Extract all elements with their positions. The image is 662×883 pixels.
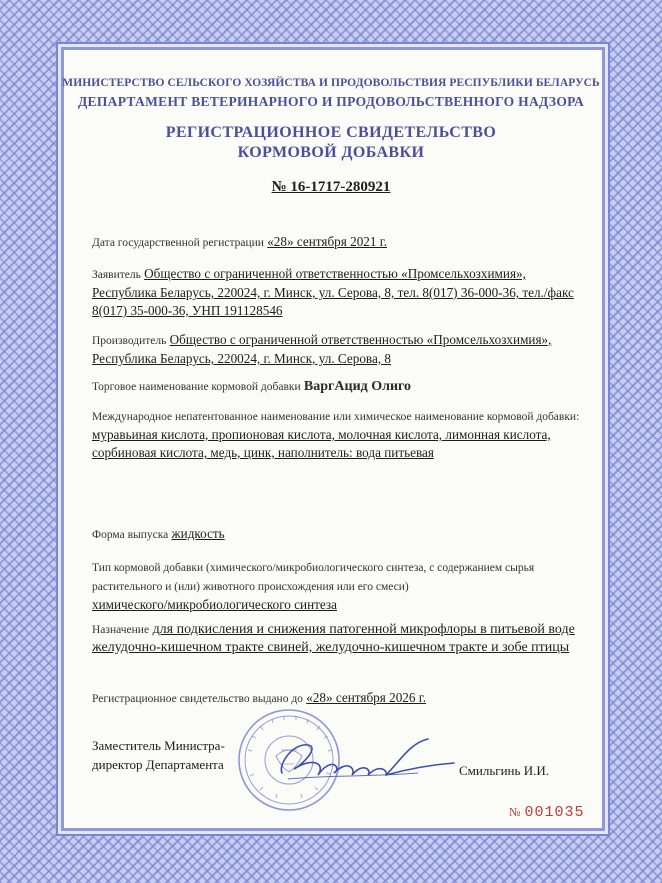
chemical-name-label: Международное непатентованное наименование или химическое наименование кормовой добавки: xyxy=(92,411,580,423)
certificate-title-line1: РЕГИСТРАЦИОННОЕ СВИДЕТЕЛЬСТВО xyxy=(165,124,497,141)
applicant-value: Общество с ограниченной ответственностью «Промсельхозхимия», Республика Беларусь, 220024, г. Минск, ул. Серова, 8, тел. 8(017) 36-000-36, тел./факс 8(017) 35-000-36, УНП 191128546 xyxy=(92,266,574,318)
registration-date-field xyxy=(92,233,584,252)
certificate-number: № 16-1717-280921 xyxy=(271,179,391,195)
department-header: ДЕПАРТАМЕНТ ВЕТЕРИНАРНОГО И ПРОДОВОЛЬСТВЕННОГО НАДЗОРА xyxy=(77,94,585,109)
ministry-header: МИНИСТЕРСТВО СЕЛЬСКОГО ХОЗЯЙСТВА И ПРОДОВОЛЬСТВИЯ РЕСПУБЛИКИ БЕЛАРУСЬ xyxy=(62,77,600,89)
trade-name-label: Торговое наименование кормовой добавки xyxy=(92,381,301,393)
manufacturer-value: Общество с ограниченной ответственностью «Промсельхозхимия», Республика Беларусь, 220024, г. Минск, ул. Серова, 8 xyxy=(92,332,552,366)
chemical-name-field xyxy=(92,407,584,462)
signatory-position-line1: Заместитель Министра- xyxy=(92,738,225,753)
purpose-label: Назначение xyxy=(92,624,150,636)
manufacturer-label: Производитель xyxy=(92,335,167,347)
registration-date-value: «28» сентября 2021 г. xyxy=(267,234,388,249)
certificate-title-line2: КОРМОВОЙ ДОБАВКИ xyxy=(237,144,425,161)
chemical-name-value: муравьиная кислота, пропионовая кислота, молочная кислота, лимонная кислота, сорбиновая кислота, медь, цинк, наполнитель: вода питьевая xyxy=(92,427,551,460)
trade-name-value: ВаргАцид Олиго xyxy=(303,379,412,394)
type-label: Тип кормовой добавки (химического/микробиологического синтеза, с содержанием сырья растительного и (или) животного происхождения или его смеси) xyxy=(92,562,535,593)
valid-until-label: Регистрационное свидетельство выдано до xyxy=(92,693,303,705)
applicant-label: Заявитель xyxy=(92,269,141,281)
signatory-position xyxy=(92,736,225,774)
serial-number xyxy=(509,804,584,821)
form-label: Форма выпуска xyxy=(92,529,169,541)
type-field xyxy=(92,558,584,614)
manufacturer-field xyxy=(92,331,584,368)
purpose-field xyxy=(92,621,584,657)
serial-value: 001035 xyxy=(524,804,585,821)
signatory-position-line2: директор Департамента xyxy=(92,757,224,772)
applicant-field xyxy=(92,265,584,320)
form-field xyxy=(92,525,584,544)
handwritten-signature xyxy=(268,735,458,787)
type-value: химического/микробиологического синтеза xyxy=(92,597,337,612)
trade-name-field xyxy=(92,377,584,396)
purpose-value: для подкисления и снижения патогенной микрофлоры в питьевой воде желудочно-кишечном тракте свиней, желудочно-кишечном тракте и зобе птицы xyxy=(92,622,575,655)
serial-prefix: № xyxy=(509,805,521,819)
signatory-name: Смильгинь И.И. xyxy=(459,763,549,778)
valid-until-value: «28» сентября 2026 г. xyxy=(306,690,426,705)
form-value: жидкость xyxy=(171,526,225,541)
registration-date-label: Дата государственной регистрации xyxy=(92,237,264,249)
